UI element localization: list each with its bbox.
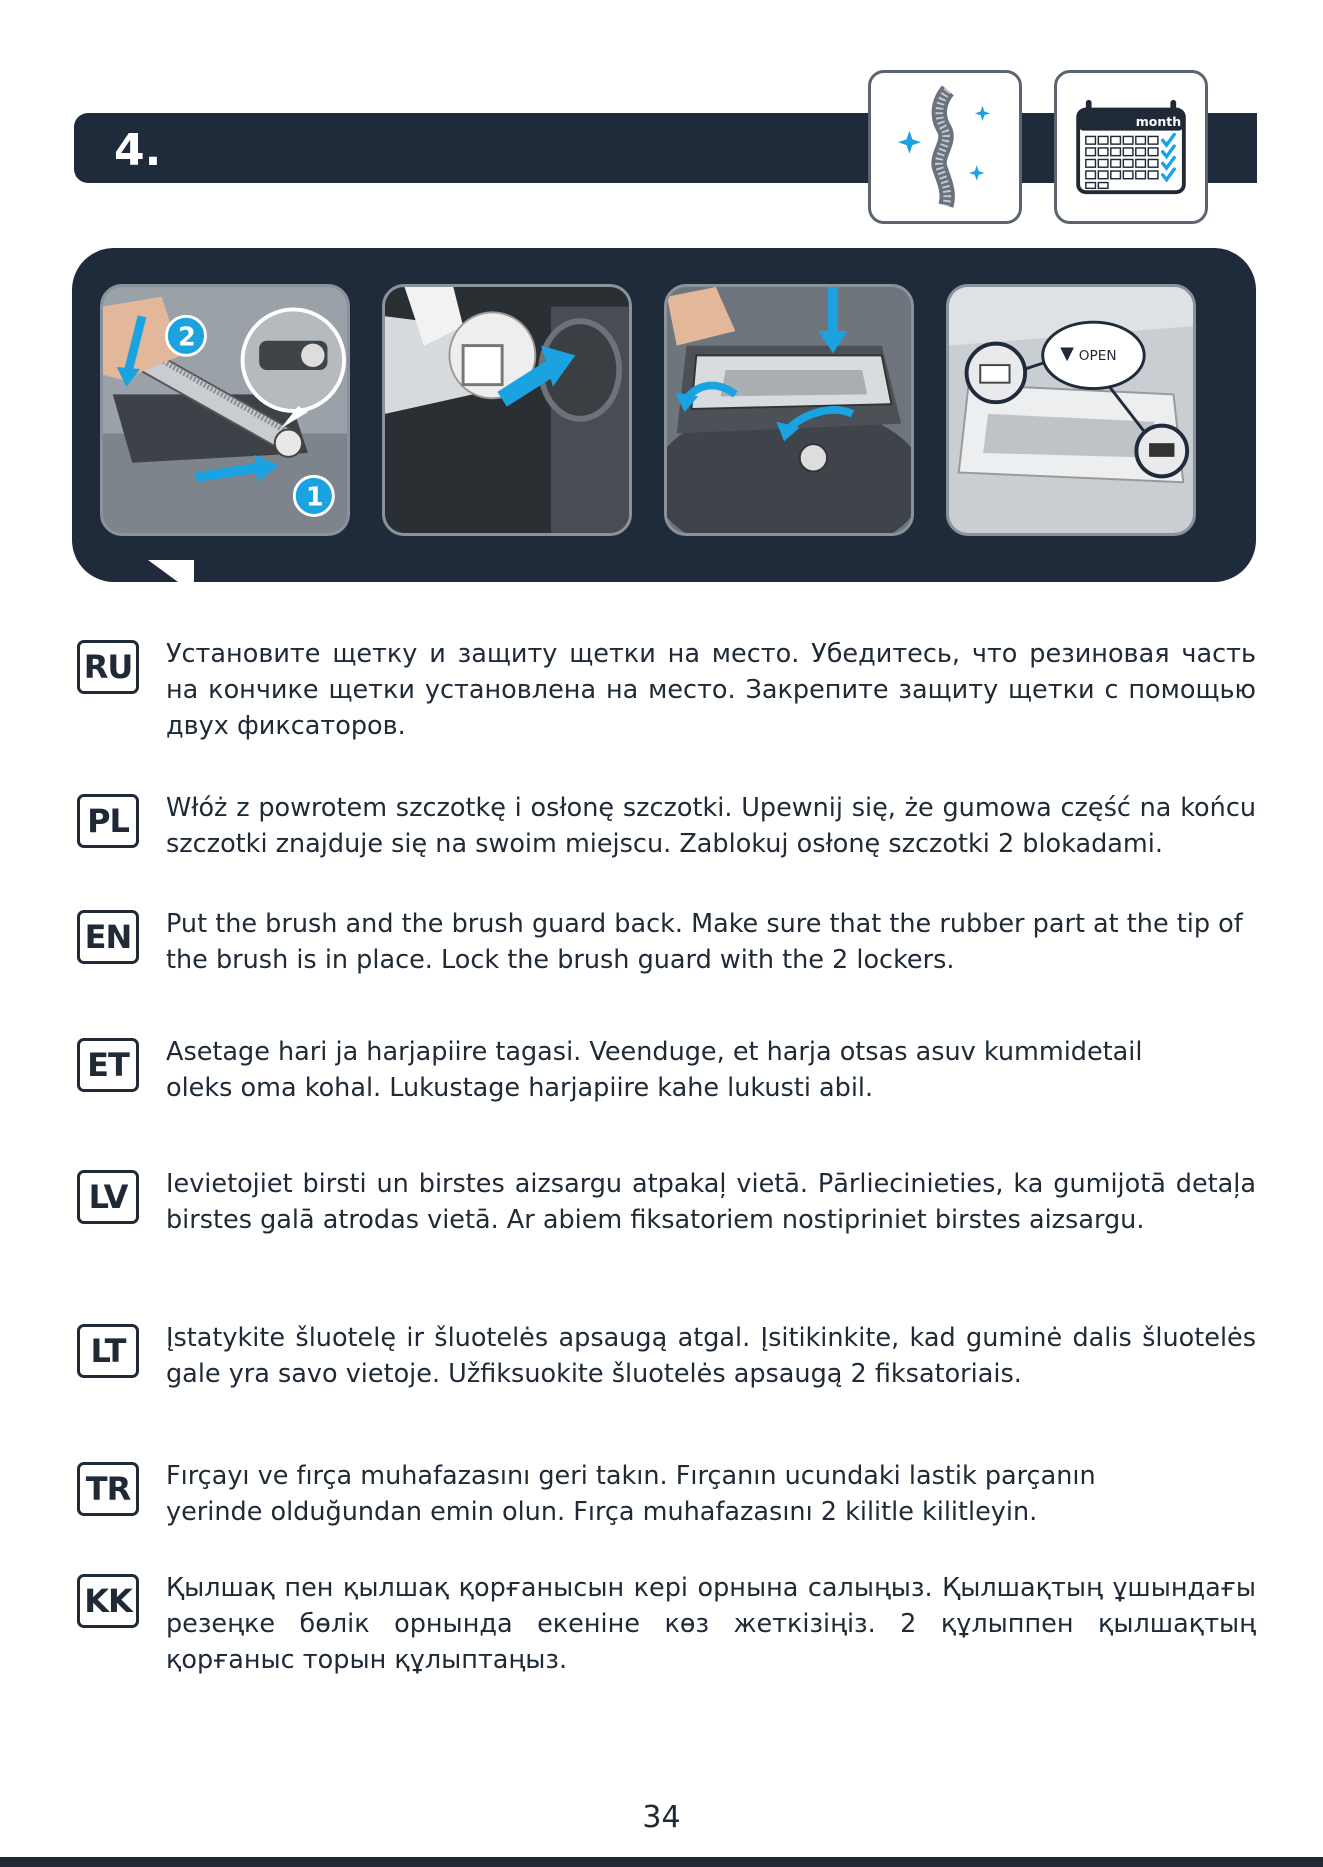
lang-badge-ru: RU [77, 640, 139, 694]
page-number: 34 [642, 1800, 681, 1835]
marker-2: 2 [178, 321, 196, 352]
monthly-calendar-icon [1054, 70, 1208, 224]
brush-clean-icon [868, 70, 1022, 224]
lang-badge-tr: TR [77, 1462, 139, 1516]
lang-badge-lt: LT [77, 1324, 139, 1378]
photo-panel-pointer [74, 560, 194, 600]
instruction-text-pl: Włóż z powrotem szczotkę i osłonę szczotki. Upewnij się, że gumowa część na końcu szczotki znajduje się na swoim miejscu. Zablokuj osłonę szczotki 2 blokadami. [166, 793, 1256, 859]
instruction-text-en: Put the brush and the brush guard back. Make sure that the rubber part at the tip of the brush is in place. Lock the brush guard with the 2 lockers. [166, 909, 1243, 975]
instruction-text-kk: Қылшақ пен қылшақ қорғанысын кері орнына салыңыз. Қылшақтың ұшындағы резеңке бөлік орнында екеніне көз жеткізіңіз. 2 құлыппен қылшақтың қорғаныс торын құлыптаңыз. [166, 1573, 1256, 1675]
instruction-text-tr: Fırçayı ve fırça muhafazasını geri takın. Fırçanın ucundaki lastik parçanın yerinde olduğundan emin olun. Fırça muhafazasını 2 kilitle kilitleyin. [166, 1461, 1096, 1527]
step-photo-brush-tip [382, 284, 632, 536]
instruction-text-et: Asetage hari ja harjapiire tagasi. Veenduge, et harja otsas asuv kummidetail oleks oma kohal. Lukustage harjapiire kahe lukusti abil. [166, 1037, 1143, 1103]
step-number: 4. [114, 125, 162, 176]
instruction-text-lv: Ievietojiet birsti un birstes aizsargu atpakaļ vietā. Pārliecinieties, ka gumijotā detaļa birstes galā atrodas vietā. Ar abiem fiksatoriem nostipriniet birstes aizsargu. [166, 1169, 1256, 1235]
lang-badge-en: EN [77, 910, 139, 964]
calendar-label: month [1135, 113, 1182, 129]
step-photo-brush-guard [664, 284, 914, 536]
instruction-text-lt: Įstatykite šluotelę ir šluotelės apsaugą atgal. Įsitikinkite, kad guminė dalis šluotelės gale yra savo vietoje. Užfiksuokite šluotelės apsaugą 2 fiksatoriais. [166, 1323, 1256, 1389]
open-label: OPEN [1078, 348, 1117, 365]
lang-badge-lv: LV [77, 1170, 139, 1224]
lang-badge-pl: PL [77, 794, 139, 848]
bottom-rule [0, 1857, 1323, 1867]
lang-badge-et: ET [77, 1038, 139, 1092]
lang-badge-kk: KK [77, 1574, 139, 1628]
marker-1: 1 [306, 481, 324, 512]
step-photo-lockers [946, 284, 1196, 536]
step-photo-brush-insert [100, 284, 350, 536]
instruction-text-ru: Установите щетку и защиту щетки на место. Убедитесь, что резиновая часть на кончике щетки установлена на место. Закрепите защиту щетки с помощью двух фиксаторов. [166, 639, 1256, 741]
